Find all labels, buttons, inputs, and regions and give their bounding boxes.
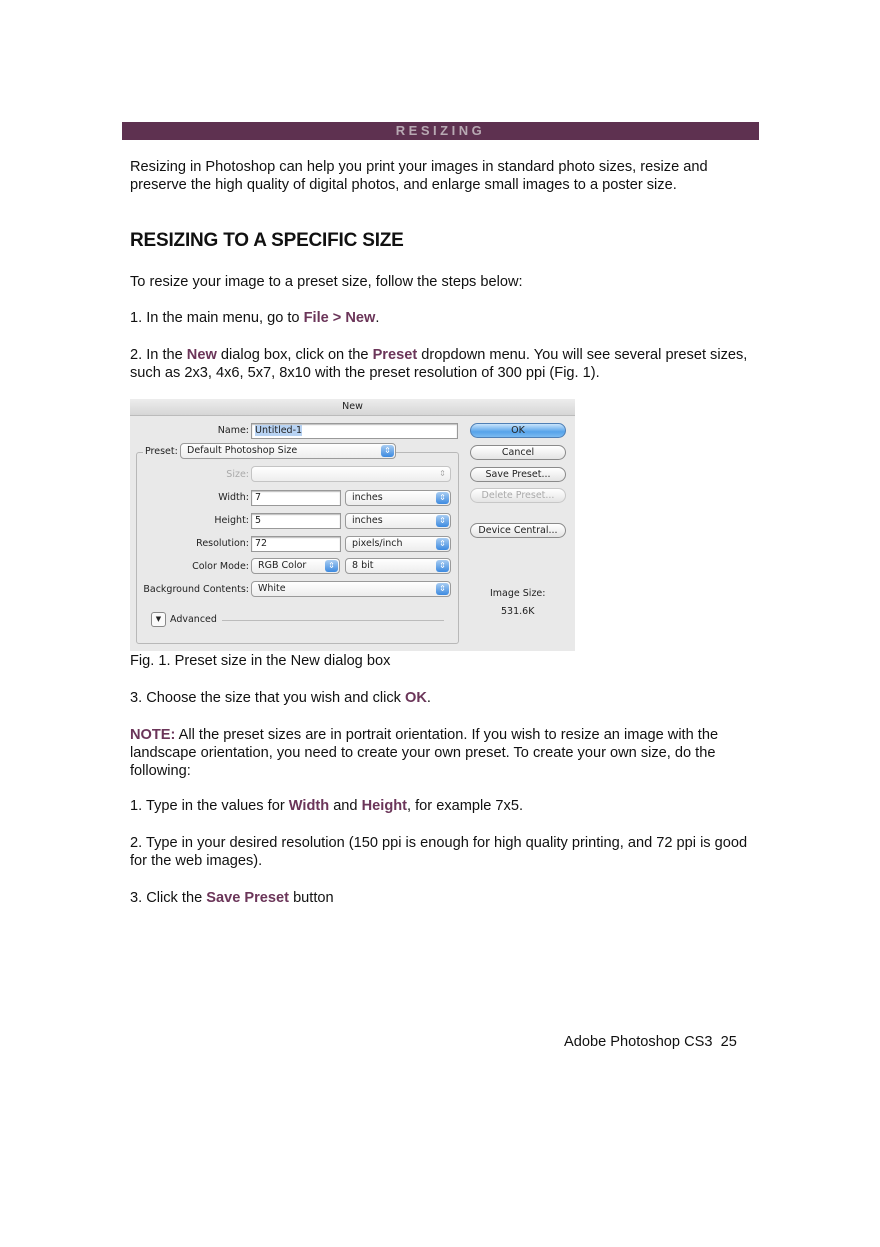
note-text: All the preset sizes are in portrait orientation. If you wish to resize an image with the landscape orientation, you need to create your own preset. To create your own size, do the following:: [130, 727, 719, 779]
width-unit-value: inches: [352, 492, 383, 503]
chevron-updown-icon: ⇕: [381, 445, 394, 457]
bit-depth-dropdown[interactable]: [345, 558, 451, 574]
height-unit-dropdown[interactable]: [345, 513, 451, 529]
step-1-highlight: File > New: [303, 310, 376, 326]
custom-step-2: 2. Type in your desired resolution (150 ppi is enough for high quality printing, and 72 ppi is good for the web images).: [130, 835, 748, 869]
chevron-updown-icon: ⇕: [436, 560, 449, 572]
background-dropdown[interactable]: [251, 581, 451, 597]
custom-step-1: [130, 797, 755, 815]
resolution-input[interactable]: 72: [251, 536, 341, 552]
step-2-mid: dialog box, click on the: [216, 347, 373, 363]
preset-label: Preset:: [145, 446, 178, 457]
custom-step-1-mid: and: [329, 798, 362, 814]
image-size-label: Image Size:: [490, 588, 546, 599]
background-label: Background Contents:: [143, 584, 249, 595]
cancel-button[interactable]: Cancel: [470, 445, 566, 460]
image-size-value: 531.6K: [501, 606, 535, 617]
height-label: Height:: [214, 515, 249, 526]
width-unit-dropdown[interactable]: [345, 490, 451, 506]
chevron-updown-icon: ⇕: [439, 469, 446, 478]
width-label: Width:: [218, 492, 249, 503]
step-3-text: 3. Choose the size that you wish and click: [130, 690, 405, 706]
step-2-suffix: dropdown menu. You will see several preset sizes, such as 2x3, 4x6, 5x7, 8x10 with the preset resolution of 300 ppi (Fig. 1).: [130, 347, 748, 381]
custom-step-1-text: 1. Type in the values for: [130, 798, 289, 814]
advanced-label: Advanced: [170, 614, 217, 625]
step-1: [130, 309, 755, 327]
custom-step-1-highlight-height: Height: [361, 798, 408, 814]
size-label: Size:: [226, 469, 249, 480]
step-2-highlight-new: New: [186, 347, 217, 363]
chevron-updown-icon: ⇕: [436, 583, 449, 595]
preset-value: Default Photoshop Size: [187, 445, 298, 456]
step-2: [130, 346, 755, 382]
step-3: [130, 689, 755, 707]
device-central-button[interactable]: Device Central...: [470, 523, 566, 538]
banner-title: RESIZING: [395, 123, 486, 138]
step-2-text: 2. In the: [130, 347, 187, 363]
chevron-updown-icon: ⇕: [325, 560, 338, 572]
custom-step-1-suffix: , for example 7x5.: [407, 798, 524, 814]
color-mode-dropdown[interactable]: [251, 558, 340, 574]
delete-preset-button[interactable]: Delete Preset...: [470, 488, 566, 503]
background-value: White: [258, 583, 286, 594]
resolution-unit-dropdown[interactable]: [345, 536, 451, 552]
preset-dropdown[interactable]: [180, 443, 396, 459]
custom-step-3-text: 3. Click the: [130, 890, 207, 906]
step-3-highlight: OK: [405, 690, 427, 706]
color-mode-label: Color Mode:: [192, 561, 249, 572]
section-banner: [122, 122, 759, 140]
name-input[interactable]: [251, 423, 458, 439]
size-dropdown[interactable]: [251, 466, 451, 482]
figure-caption: Fig. 1. Preset size in the New dialog box: [130, 653, 391, 669]
bit-depth-value: 8 bit: [352, 560, 374, 571]
height-input[interactable]: 5: [251, 513, 341, 529]
advanced-toggle-icon[interactable]: ▼: [151, 612, 166, 627]
color-mode-value: RGB Color: [258, 560, 307, 571]
custom-step-3: [130, 889, 755, 907]
note-paragraph: [130, 726, 755, 780]
section-heading: RESIZING TO A SPECIFIC SIZE: [130, 230, 404, 251]
step-1-text: 1. In the main menu, go to: [130, 310, 304, 326]
chevron-updown-icon: ⇕: [436, 515, 449, 527]
resolution-unit-value: pixels/inch: [352, 538, 403, 549]
page-number: 25: [720, 1034, 737, 1050]
width-input[interactable]: 7: [251, 490, 341, 506]
name-label: Name:: [217, 425, 249, 436]
intro-paragraph: Resizing in Photoshop can help you print your images in standard photo sizes, resize and preserve the high quality of digital photos, and enlarge small images to a poster size.: [130, 159, 708, 193]
custom-step-3-suffix: button: [289, 890, 334, 906]
height-unit-value: inches: [352, 515, 383, 526]
advanced-divider: [222, 620, 444, 621]
lead-paragraph: To resize your image to a preset size, follow the steps below:: [130, 274, 523, 290]
step-2-highlight-preset: Preset: [372, 347, 418, 363]
resolution-label: Resolution:: [196, 538, 249, 549]
chevron-updown-icon: ⇕: [436, 538, 449, 550]
save-preset-button[interactable]: Save Preset...: [470, 467, 566, 482]
custom-step-1-highlight-width: Width: [288, 798, 330, 814]
chevron-updown-icon: ⇕: [436, 492, 449, 504]
step-3-suffix: .: [426, 690, 431, 706]
page-footer: [564, 1034, 737, 1050]
ok-button[interactable]: OK: [470, 423, 566, 438]
step-1-suffix: .: [375, 310, 380, 326]
name-value: Untitled-1: [255, 425, 303, 436]
new-dialog-figure: [130, 399, 575, 651]
note-label: NOTE:: [130, 727, 176, 743]
custom-step-3-highlight: Save Preset: [206, 890, 290, 906]
dialog-title: New: [130, 399, 575, 416]
footer-book-title: Adobe Photoshop CS3: [564, 1034, 713, 1050]
